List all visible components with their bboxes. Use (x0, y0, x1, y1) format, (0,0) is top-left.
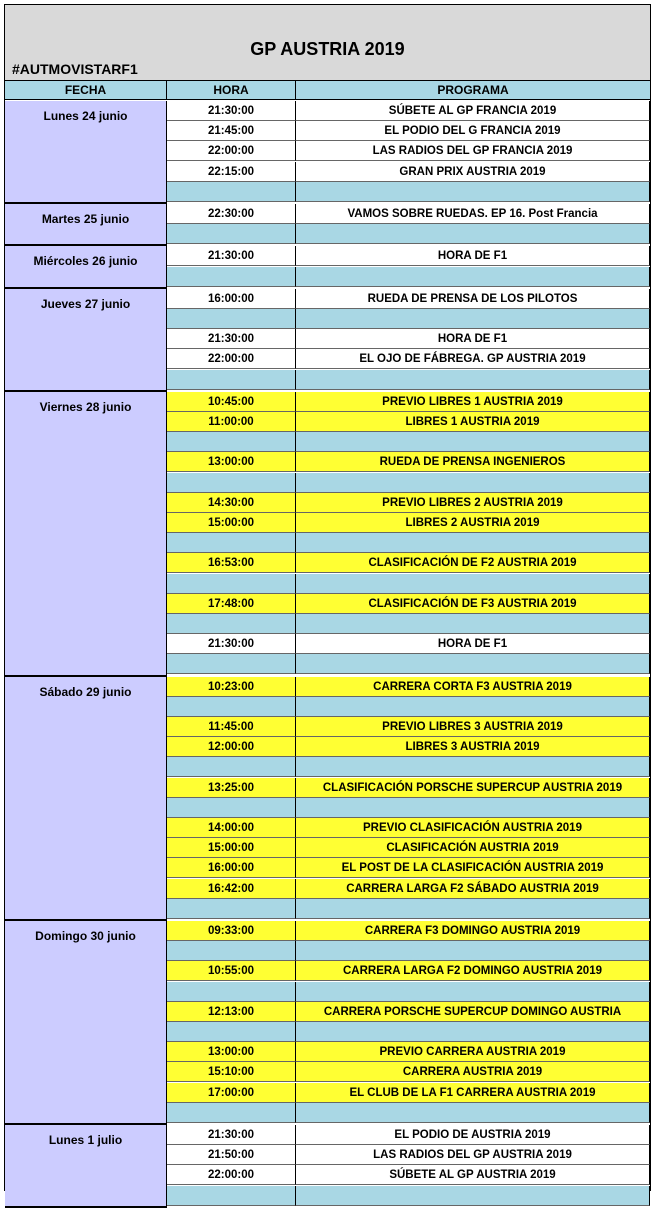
hora-cell: 16:00:00 (167, 289, 296, 309)
programa-cell: PREVIO LIBRES 2 AUSTRIA 2019 (296, 493, 650, 513)
schedule-row (167, 1165, 650, 1185)
schedule-row (167, 309, 650, 329)
hora-cell: 12:13:00 (167, 1002, 296, 1022)
day-label: Miércoles 26 junio (5, 246, 167, 288)
programa-cell: LIBRES 3 AUSTRIA 2019 (296, 737, 650, 757)
schedule-row (167, 677, 650, 697)
programa-cell (296, 614, 650, 634)
schedule-row (167, 697, 650, 717)
programa-cell: PREVIO CLASIFICACIÓN AUSTRIA 2019 (296, 818, 650, 838)
programa-cell (296, 941, 650, 961)
programa-cell: CLASIFICACIÓN PORSCHE SUPERCUP AUSTRIA 2019 (296, 778, 650, 798)
schedule-row (167, 204, 650, 224)
programa-cell (296, 309, 650, 329)
programa-cell: CARRERA LARGA F2 DOMINGO AUSTRIA 2019 (296, 961, 650, 981)
hora-cell: 16:42:00 (167, 879, 296, 899)
schedule-row (167, 921, 650, 941)
schedule-row (167, 717, 650, 737)
title-box (5, 5, 650, 81)
hora-cell: 15:10:00 (167, 1062, 296, 1082)
schedule-row (167, 473, 650, 493)
programa-cell: PREVIO CARRERA AUSTRIA 2019 (296, 1042, 650, 1062)
schedule-row (167, 614, 650, 634)
hora-cell: 21:30:00 (167, 329, 296, 349)
programa-cell: RUEDA DE PRENSA DE LOS PILOTOS (296, 289, 650, 309)
hora-cell: 22:00:00 (167, 349, 296, 369)
programa-cell: VAMOS SOBRE RUEDAS. EP 16. Post Francia (296, 204, 650, 224)
schedule-row (167, 533, 650, 553)
programa-cell: SÚBETE AL GP FRANCIA 2019 (296, 101, 650, 121)
programa-cell: EL PODIO DE AUSTRIA 2019 (296, 1125, 650, 1145)
schedule-row (167, 1103, 650, 1123)
day-label: Jueves 27 junio (5, 289, 167, 392)
day-label: Viernes 28 junio (5, 392, 167, 677)
schedule-row (167, 493, 650, 513)
day-label: Martes 25 junio (5, 204, 167, 246)
schedule-row (167, 432, 650, 452)
hora-cell: 21:30:00 (167, 101, 296, 121)
hora-cell: 16:53:00 (167, 553, 296, 573)
hora-cell: 22:15:00 (167, 162, 296, 182)
programa-cell (296, 697, 650, 717)
hora-cell (167, 1022, 296, 1042)
hora-cell (167, 757, 296, 777)
programa-cell (296, 574, 650, 594)
programa-cell (296, 370, 650, 390)
programa-cell: EL OJO DE FÁBREGA. GP AUSTRIA 2019 (296, 349, 650, 369)
programa-cell: LIBRES 1 AUSTRIA 2019 (296, 412, 650, 432)
schedule-row (167, 246, 650, 266)
hora-cell: 10:55:00 (167, 961, 296, 981)
hora-cell: 22:30:00 (167, 204, 296, 224)
hora-cell (167, 224, 296, 244)
hora-cell (167, 182, 296, 202)
schedule-row (167, 329, 650, 349)
hora-cell: 13:00:00 (167, 452, 296, 472)
schedule-row (167, 392, 650, 412)
programa-cell: PREVIO LIBRES 1 AUSTRIA 2019 (296, 392, 650, 412)
schedule-row (167, 224, 650, 244)
programa-cell: EL POST DE LA CLASIFICACIÓN AUSTRIA 2019 (296, 858, 650, 878)
hora-cell: 13:25:00 (167, 778, 296, 798)
programa-cell (296, 757, 650, 777)
hora-cell: 21:45:00 (167, 121, 296, 141)
hora-cell: 10:23:00 (167, 677, 296, 697)
schedule-row (167, 162, 650, 182)
schedule-row (167, 1186, 650, 1206)
hora-cell (167, 941, 296, 961)
programa-cell: LIBRES 2 AUSTRIA 2019 (296, 513, 650, 533)
schedule-row (167, 798, 650, 818)
schedule-row (167, 289, 650, 309)
programa-cell (296, 267, 650, 287)
hora-cell (167, 309, 296, 329)
hora-cell: 15:00:00 (167, 513, 296, 533)
programa-cell (296, 533, 650, 553)
schedule-row (167, 594, 650, 614)
hora-cell (167, 697, 296, 717)
hora-cell: 10:45:00 (167, 392, 296, 412)
schedule-row (167, 634, 650, 654)
schedule-row (167, 1042, 650, 1062)
schedule-row (167, 267, 650, 287)
schedule-row (167, 513, 650, 533)
programa-cell (296, 182, 650, 202)
hora-cell (167, 1103, 296, 1123)
hora-cell (167, 473, 296, 493)
programa-cell: EL CLUB DE LA F1 CARRERA AUSTRIA 2019 (296, 1083, 650, 1103)
programa-cell: LAS RADIOS DEL GP FRANCIA 2019 (296, 141, 650, 161)
schedule-row (167, 961, 650, 981)
header-programa: PROGRAMA (296, 81, 650, 100)
schedule-row (167, 941, 650, 961)
schedule-row (167, 370, 650, 390)
programa-cell: CARRERA LARGA F2 SÁBADO AUSTRIA 2019 (296, 879, 650, 899)
schedule-row (167, 737, 650, 757)
schedule-row (167, 838, 650, 858)
hora-cell: 21:30:00 (167, 634, 296, 654)
schedule-row (167, 574, 650, 594)
schedule-row (167, 1002, 650, 1022)
hora-cell: 15:00:00 (167, 838, 296, 858)
programa-cell: LAS RADIOS DEL GP AUSTRIA 2019 (296, 1145, 650, 1165)
hora-cell: 11:45:00 (167, 717, 296, 737)
programa-cell (296, 1022, 650, 1042)
schedule-row (167, 349, 650, 369)
header-fecha: FECHA (5, 81, 167, 100)
hora-cell: 12:00:00 (167, 737, 296, 757)
programa-cell (296, 654, 650, 674)
hora-cell: 22:00:00 (167, 141, 296, 161)
hora-cell: 09:33:00 (167, 921, 296, 941)
programa-cell (296, 899, 650, 919)
schedule-row (167, 858, 650, 878)
programa-cell (296, 982, 650, 1002)
programa-cell: EL PODIO DEL G FRANCIA 2019 (296, 121, 650, 141)
schedule-row (167, 182, 650, 202)
schedule-row (167, 757, 650, 777)
hora-cell: 22:00:00 (167, 1165, 296, 1185)
programa-cell: RUEDA DE PRENSA INGENIEROS (296, 452, 650, 472)
hora-cell (167, 533, 296, 553)
hora-cell (167, 614, 296, 634)
hora-cell (167, 370, 296, 390)
programa-cell: GRAN PRIX AUSTRIA 2019 (296, 162, 650, 182)
programa-cell: CARRERA AUSTRIA 2019 (296, 1062, 650, 1082)
hora-cell: 11:00:00 (167, 412, 296, 432)
programa-cell: CARRERA PORSCHE SUPERCUP DOMINGO AUSTRIA (296, 1002, 650, 1022)
schedule-row (167, 778, 650, 798)
schedule-row (167, 1145, 650, 1165)
hora-cell (167, 899, 296, 919)
hora-cell: 13:00:00 (167, 1042, 296, 1062)
hora-cell (167, 1186, 296, 1206)
hora-cell: 14:00:00 (167, 818, 296, 838)
hora-cell: 14:30:00 (167, 493, 296, 513)
hora-cell: 21:30:00 (167, 246, 296, 266)
schedule-row (167, 141, 650, 161)
hora-cell: 21:30:00 (167, 1125, 296, 1145)
programa-cell (296, 1103, 650, 1123)
schedule-row (167, 899, 650, 919)
day-label: Lunes 24 junio (5, 101, 167, 204)
hora-cell (167, 982, 296, 1002)
schedule-row (167, 412, 650, 432)
header-hora: HORA (167, 81, 296, 100)
schedule-row (167, 101, 650, 121)
schedule-row (167, 879, 650, 899)
hashtag: #AUTMOVISTARF1 (12, 61, 138, 77)
schedule-row (167, 1125, 650, 1145)
programa-cell (296, 432, 650, 452)
schedule-row (167, 1062, 650, 1082)
hora-cell (167, 798, 296, 818)
schedule-row (167, 982, 650, 1002)
hora-cell (167, 654, 296, 674)
programa-cell: CLASIFICACIÓN DE F2 AUSTRIA 2019 (296, 553, 650, 573)
schedule-row (167, 818, 650, 838)
programa-cell (296, 798, 650, 818)
programa-cell (296, 1186, 650, 1206)
day-label: Lunes 1 julio (5, 1125, 167, 1208)
programa-cell: HORA DE F1 (296, 246, 650, 266)
programa-cell: CLASIFICACIÓN DE F3 AUSTRIA 2019 (296, 594, 650, 614)
programa-cell: PREVIO LIBRES 3 AUSTRIA 2019 (296, 717, 650, 737)
programa-cell: HORA DE F1 (296, 329, 650, 349)
page-title: GP AUSTRIA 2019 (250, 39, 405, 59)
day-label: Sábado 29 junio (5, 677, 167, 921)
hora-cell: 16:00:00 (167, 858, 296, 878)
schedule-row (167, 452, 650, 472)
programa-cell: HORA DE F1 (296, 634, 650, 654)
schedule-row (167, 121, 650, 141)
programa-cell: CARRERA F3 DOMINGO AUSTRIA 2019 (296, 921, 650, 941)
hora-cell (167, 574, 296, 594)
programa-cell: SÚBETE AL GP AUSTRIA 2019 (296, 1165, 650, 1185)
programa-cell (296, 473, 650, 493)
hora-cell: 17:48:00 (167, 594, 296, 614)
schedule-sheet (4, 4, 651, 1191)
schedule-row (167, 1022, 650, 1042)
schedule-row (167, 654, 650, 674)
hora-cell: 17:00:00 (167, 1083, 296, 1103)
hora-cell (167, 432, 296, 452)
programa-cell: CLASIFICACIÓN AUSTRIA 2019 (296, 838, 650, 858)
schedule-row (167, 553, 650, 573)
hora-cell: 21:50:00 (167, 1145, 296, 1165)
programa-cell (296, 224, 650, 244)
day-label: Domingo 30 junio (5, 921, 167, 1125)
hora-cell (167, 267, 296, 287)
schedule-row (167, 1083, 650, 1103)
programa-cell: CARRERA CORTA F3 AUSTRIA 2019 (296, 677, 650, 697)
